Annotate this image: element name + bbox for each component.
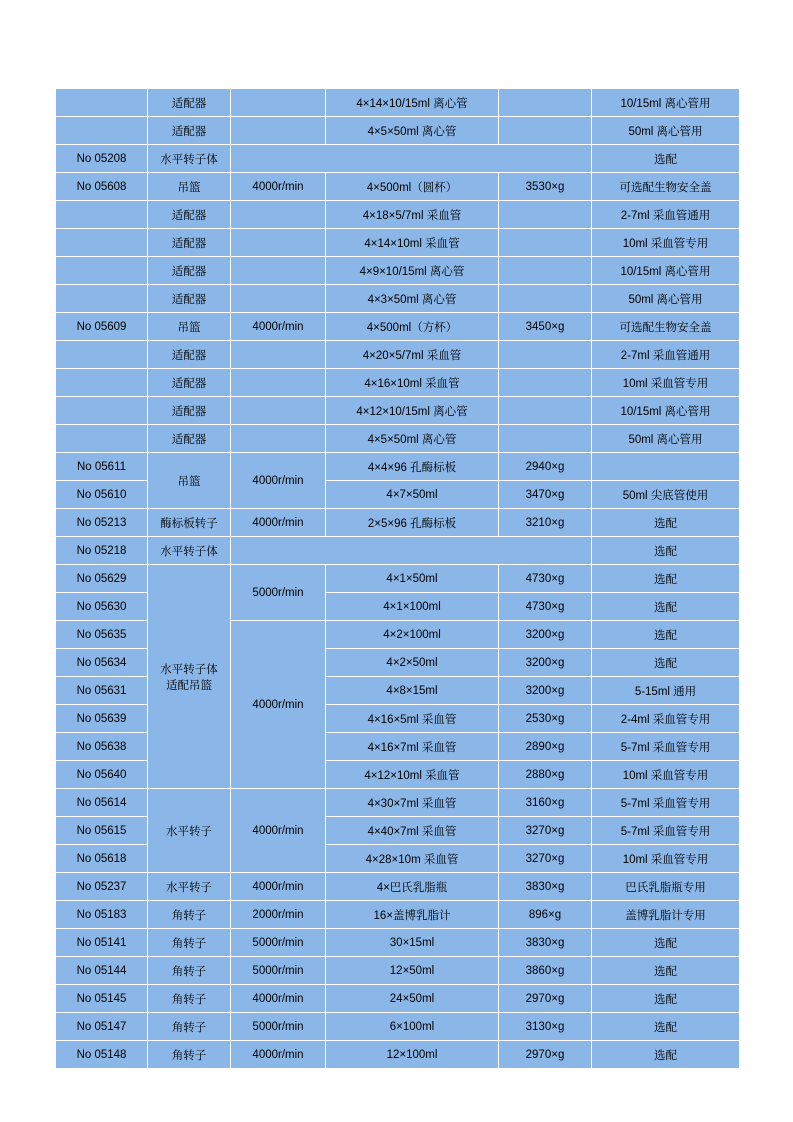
cell-code: No 05145	[56, 985, 148, 1013]
cell-code	[56, 201, 148, 229]
cell-rcf: 896×g	[499, 901, 592, 929]
cell-capacity: 6×100ml	[326, 1013, 499, 1041]
cell-note: 可选配生物安全盖	[592, 173, 740, 201]
cell-note: 10/15ml 离心管用	[592, 397, 740, 425]
cell-capacity: 4×12×10/15ml 离心管	[326, 397, 499, 425]
cell-note: 2-7ml 采血管通用	[592, 341, 740, 369]
cell-rotor-type: 水平转子	[148, 789, 231, 873]
cell-speed	[231, 285, 326, 313]
cell-rotor-type: 适配器	[148, 257, 231, 285]
cell-rcf: 3860×g	[499, 957, 592, 985]
cell-note: 选配	[592, 537, 740, 565]
cell-rcf: 2890×g	[499, 733, 592, 761]
cell-rotor-type: 角转子	[148, 985, 231, 1013]
cell-rcf: 2530×g	[499, 705, 592, 733]
table-row	[56, 313, 740, 341]
cell-merged-blank	[231, 145, 592, 173]
cell-note: 10/15ml 离心管用	[592, 89, 740, 117]
cell-rcf: 3270×g	[499, 845, 592, 873]
cell-rcf: 3830×g	[499, 873, 592, 901]
cell-rcf: 2970×g	[499, 985, 592, 1013]
cell-capacity: 4×8×15ml	[326, 677, 499, 705]
cell-capacity: 30×15ml	[326, 929, 499, 957]
spec-table-container	[55, 88, 739, 1069]
cell-rcf	[499, 341, 592, 369]
table-row	[56, 985, 740, 1013]
cell-code	[56, 425, 148, 453]
cell-note: 10ml 采血管专用	[592, 369, 740, 397]
cell-speed	[231, 341, 326, 369]
cell-speed: 4000r/min	[231, 173, 326, 201]
cell-capacity: 4×16×7ml 采血管	[326, 733, 499, 761]
cell-note: 可选配生物安全盖	[592, 313, 740, 341]
cell-rotor-type	[148, 565, 231, 789]
cell-speed: 4000r/min	[231, 1041, 326, 1069]
cell-rotor-type: 角转子	[148, 929, 231, 957]
table-row	[56, 901, 740, 929]
cell-speed: 5000r/min	[231, 957, 326, 985]
cell-note: 10ml 采血管专用	[592, 761, 740, 789]
table-row	[56, 453, 740, 481]
table-row	[56, 957, 740, 985]
table-row	[56, 369, 740, 397]
cell-capacity: 4×14×10ml 采血管	[326, 229, 499, 257]
cell-code: No 05608	[56, 173, 148, 201]
cell-rotor-type: 吊篮	[148, 173, 231, 201]
cell-rotor-type: 适配器	[148, 425, 231, 453]
cell-code: No 05640	[56, 761, 148, 789]
cell-capacity: 4×1×50ml	[326, 565, 499, 593]
cell-rcf	[499, 397, 592, 425]
cell-speed	[231, 201, 326, 229]
cell-rcf	[499, 257, 592, 285]
cell-speed: 4000r/min	[231, 789, 326, 873]
cell-capacity: 4×28×10m 采血管	[326, 845, 499, 873]
cell-code: No 05237	[56, 873, 148, 901]
table-row	[56, 1013, 740, 1041]
cell-capacity: 12×100ml	[326, 1041, 499, 1069]
cell-note: 选配	[592, 1013, 740, 1041]
cell-speed: 4000r/min	[231, 509, 326, 537]
cell-rcf: 3530×g	[499, 173, 592, 201]
table-row	[56, 537, 740, 565]
cell-note: 5-7ml 采血管专用	[592, 733, 740, 761]
cell-speed: 4000r/min	[231, 873, 326, 901]
cell-speed: 4000r/min	[231, 985, 326, 1013]
cell-note: 5-7ml 采血管专用	[592, 817, 740, 845]
cell-speed	[231, 397, 326, 425]
cell-rcf: 4730×g	[499, 593, 592, 621]
rotor-type-line2: 适配吊篮	[166, 679, 212, 692]
cell-note: 50ml 尖底管使用	[592, 481, 740, 509]
cell-note: 选配	[592, 145, 740, 173]
table-row	[56, 397, 740, 425]
cell-code: No 05629	[56, 565, 148, 593]
table-row	[56, 789, 740, 817]
cell-code: No 05609	[56, 313, 148, 341]
table-row	[56, 873, 740, 901]
table-row	[56, 1041, 740, 1069]
cell-capacity: 4×16×10ml 采血管	[326, 369, 499, 397]
spec-table-body	[56, 89, 740, 1069]
cell-capacity: 4×1×100ml	[326, 593, 499, 621]
table-row	[56, 257, 740, 285]
cell-rcf: 3450×g	[499, 313, 592, 341]
cell-note: 选配	[592, 985, 740, 1013]
cell-rcf: 3200×g	[499, 649, 592, 677]
cell-note: 50ml 离心管用	[592, 117, 740, 145]
cell-capacity: 4×18×5/7ml 采血管	[326, 201, 499, 229]
cell-code	[56, 257, 148, 285]
table-row	[56, 145, 740, 173]
table-row	[56, 229, 740, 257]
cell-capacity: 4×5×50ml 离心管	[326, 425, 499, 453]
cell-rcf: 3210×g	[499, 509, 592, 537]
cell-rotor-type: 水平转子体	[148, 537, 231, 565]
table-row	[56, 929, 740, 957]
cell-rcf: 3160×g	[499, 789, 592, 817]
cell-note: 选配	[592, 649, 740, 677]
cell-note: 10ml 采血管专用	[592, 229, 740, 257]
cell-note: 选配	[592, 593, 740, 621]
cell-rotor-type: 角转子	[148, 1041, 231, 1069]
cell-code	[56, 369, 148, 397]
rotor-spec-table	[55, 88, 740, 1069]
cell-rotor-type: 角转子	[148, 901, 231, 929]
cell-capacity: 4×7×50ml	[326, 481, 499, 509]
cell-rcf	[499, 117, 592, 145]
cell-capacity: 4×9×10/15ml 离心管	[326, 257, 499, 285]
cell-code: No 05147	[56, 1013, 148, 1041]
cell-rotor-type: 适配器	[148, 117, 231, 145]
table-row	[56, 89, 740, 117]
cell-speed: 5000r/min	[231, 929, 326, 957]
cell-note: 选配	[592, 509, 740, 537]
cell-capacity: 4×20×5/7ml 采血管	[326, 341, 499, 369]
table-row	[56, 509, 740, 537]
cell-speed: 5000r/min	[231, 565, 326, 621]
cell-merged-blank	[231, 537, 592, 565]
cell-capacity: 4×巴氏乳脂瓶	[326, 873, 499, 901]
cell-rotor-type: 适配器	[148, 201, 231, 229]
cell-rcf: 2970×g	[499, 1041, 592, 1069]
cell-code: No 05610	[56, 481, 148, 509]
cell-capacity: 16×盖博乳脂计	[326, 901, 499, 929]
cell-rcf	[499, 89, 592, 117]
cell-note: 10/15ml 离心管用	[592, 257, 740, 285]
cell-code: No 05639	[56, 705, 148, 733]
cell-code: No 05183	[56, 901, 148, 929]
cell-code: No 05635	[56, 621, 148, 649]
cell-capacity: 4×3×50ml 离心管	[326, 285, 499, 313]
cell-note: 巴氏乳脂瓶专用	[592, 873, 740, 901]
cell-code: No 05213	[56, 509, 148, 537]
cell-capacity: 4×14×10/15ml 离心管	[326, 89, 499, 117]
cell-rcf: 3470×g	[499, 481, 592, 509]
cell-code: No 05634	[56, 649, 148, 677]
cell-capacity: 4×30×7ml 采血管	[326, 789, 499, 817]
cell-note	[592, 453, 740, 481]
cell-code	[56, 229, 148, 257]
cell-rcf: 4730×g	[499, 565, 592, 593]
cell-rotor-type: 适配器	[148, 89, 231, 117]
cell-code	[56, 285, 148, 313]
cell-capacity: 24×50ml	[326, 985, 499, 1013]
cell-speed: 4000r/min	[231, 453, 326, 509]
cell-code	[56, 117, 148, 145]
cell-rcf: 3200×g	[499, 677, 592, 705]
rotor-type-line1: 水平转子体	[160, 663, 218, 676]
cell-note: 选配	[592, 957, 740, 985]
cell-rotor-type: 适配器	[148, 229, 231, 257]
cell-rotor-type: 适配器	[148, 397, 231, 425]
cell-rcf	[499, 425, 592, 453]
cell-code: No 05144	[56, 957, 148, 985]
table-row	[56, 285, 740, 313]
cell-rcf: 3270×g	[499, 817, 592, 845]
cell-rcf: 2940×g	[499, 453, 592, 481]
cell-note: 50ml 离心管用	[592, 425, 740, 453]
cell-rotor-type: 角转子	[148, 957, 231, 985]
cell-capacity: 4×40×7ml 采血管	[326, 817, 499, 845]
cell-rotor-type: 适配器	[148, 285, 231, 313]
cell-note: 选配	[592, 565, 740, 593]
cell-rotor-type: 水平转子体	[148, 145, 231, 173]
cell-code: No 05631	[56, 677, 148, 705]
cell-rotor-type: 适配器	[148, 369, 231, 397]
cell-speed	[231, 89, 326, 117]
cell-rotor-type: 吊篮	[148, 453, 231, 509]
cell-speed	[231, 229, 326, 257]
cell-note: 盖博乳脂计专用	[592, 901, 740, 929]
cell-note: 50ml 离心管用	[592, 285, 740, 313]
cell-speed	[231, 369, 326, 397]
cell-note: 选配	[592, 929, 740, 957]
cell-capacity: 4×500ml（方杯）	[326, 313, 499, 341]
cell-rcf: 3830×g	[499, 929, 592, 957]
table-row	[56, 117, 740, 145]
cell-speed: 5000r/min	[231, 1013, 326, 1041]
cell-rcf	[499, 229, 592, 257]
cell-capacity: 4×16×5ml 采血管	[326, 705, 499, 733]
cell-speed: 4000r/min	[231, 313, 326, 341]
cell-speed	[231, 257, 326, 285]
cell-note: 5-15ml 通用	[592, 677, 740, 705]
table-row	[56, 201, 740, 229]
cell-speed: 2000r/min	[231, 901, 326, 929]
cell-capacity: 4×5×50ml 离心管	[326, 117, 499, 145]
cell-capacity: 4×12×10ml 采血管	[326, 761, 499, 789]
cell-rcf: 3130×g	[499, 1013, 592, 1041]
cell-code: No 05141	[56, 929, 148, 957]
cell-capacity: 4×500ml（圆杯）	[326, 173, 499, 201]
cell-speed	[231, 425, 326, 453]
cell-capacity: 2×5×96 孔酶标板	[326, 509, 499, 537]
cell-note: 2-4ml 采血管专用	[592, 705, 740, 733]
cell-code	[56, 89, 148, 117]
cell-note: 5-7ml 采血管专用	[592, 789, 740, 817]
table-row	[56, 173, 740, 201]
cell-rotor-type: 角转子	[148, 1013, 231, 1041]
cell-speed: 4000r/min	[231, 621, 326, 789]
cell-code	[56, 397, 148, 425]
cell-rcf	[499, 285, 592, 313]
cell-capacity: 4×4×96 孔酶标板	[326, 453, 499, 481]
cell-rotor-type: 适配器	[148, 341, 231, 369]
cell-code: No 05614	[56, 789, 148, 817]
cell-code: No 05638	[56, 733, 148, 761]
cell-rcf: 2880×g	[499, 761, 592, 789]
cell-rcf: 3200×g	[499, 621, 592, 649]
cell-code: No 05611	[56, 453, 148, 481]
cell-capacity: 4×2×50ml	[326, 649, 499, 677]
cell-code: No 05148	[56, 1041, 148, 1069]
cell-rcf	[499, 201, 592, 229]
cell-note: 2-7ml 采血管通用	[592, 201, 740, 229]
cell-code: No 05208	[56, 145, 148, 173]
cell-code: No 05615	[56, 817, 148, 845]
cell-rotor-type: 酶标板转子	[148, 509, 231, 537]
cell-code: No 05218	[56, 537, 148, 565]
cell-note: 选配	[592, 621, 740, 649]
cell-note: 10ml 采血管专用	[592, 845, 740, 873]
cell-capacity: 12×50ml	[326, 957, 499, 985]
cell-code: No 05618	[56, 845, 148, 873]
cell-rotor-type: 吊篮	[148, 313, 231, 341]
cell-rcf	[499, 369, 592, 397]
cell-speed	[231, 117, 326, 145]
table-row	[56, 341, 740, 369]
table-row	[56, 425, 740, 453]
cell-code: No 05630	[56, 593, 148, 621]
cell-rotor-type: 水平转子	[148, 873, 231, 901]
cell-note: 选配	[592, 1041, 740, 1069]
cell-capacity: 4×2×100ml	[326, 621, 499, 649]
table-row	[56, 565, 740, 593]
cell-code	[56, 341, 148, 369]
